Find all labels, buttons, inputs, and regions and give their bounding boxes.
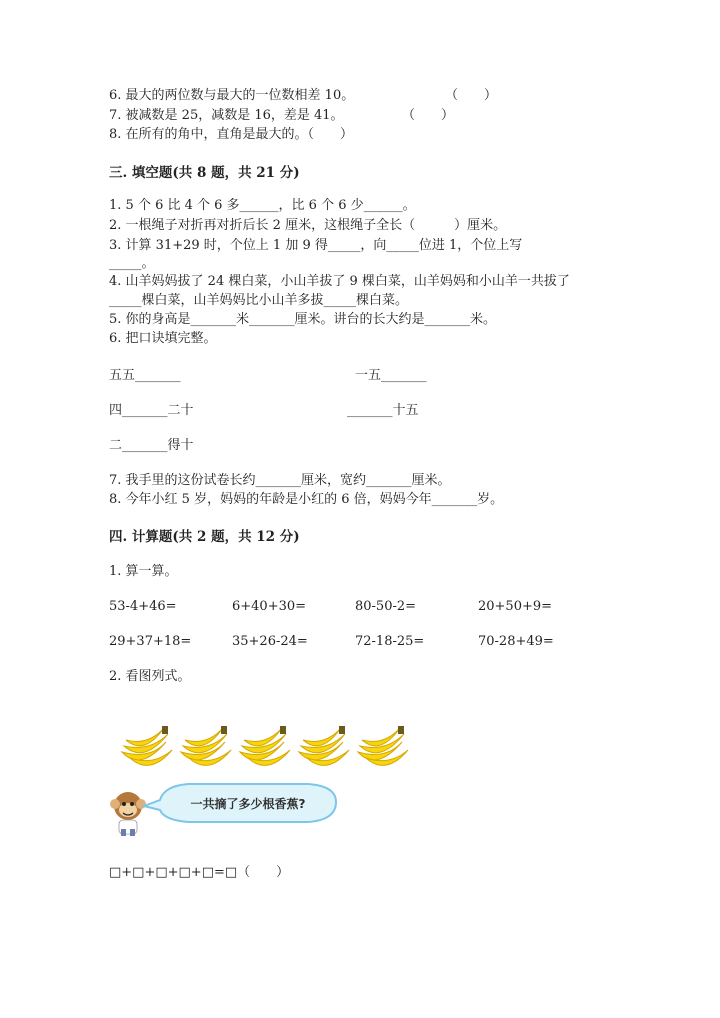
calc-r2-c1: 29+37+18= [109,634,192,649]
mnemonic-2b: _______十五 [347,403,419,418]
mnemonic-3a: 二_______得十 [109,438,194,453]
monkey-icon [110,792,146,836]
fill-item-3: 3. 计算 31+29 时，个位上 1 加 9 得_____，向_____位进 1，个位上写 [109,238,523,253]
fill-item-4: 4. 山羊妈妈拔了 24 棵白菜，小山羊拔了 9 棵白菜，山羊妈妈和小山羊一共拔了 [109,274,570,289]
judge-paren-6[interactable]: （ ） [445,88,498,103]
calc-r1-c4: 20+50+9= [478,599,553,614]
banana-bunch-icon [240,726,290,765]
judge-item-6: 6. 最大的两位数与最大的一位数相差 10。 [109,88,355,103]
fill-item-1: 1. 5 个 6 比 4 个 6 多______，比 6 个 6 少______。 [109,198,416,213]
fill-item-8: 8. 今年小红 5 岁，妈妈的年龄是小红的 6 倍，妈妈今年_______岁。 [109,492,504,507]
section3-title: 三. 填空题(共 8 题，共 21 分) [109,165,300,181]
judge-item-7: 7. 被减数是 25，减数是 16，差是 41。 [109,108,344,123]
calc-r2-c4: 70-28+49= [478,634,554,649]
judge-item-8: 8. 在所有的角中，直角是最大的。（ ） [109,127,354,142]
mnemonic-1b: 一五_______ [355,368,427,383]
calc-r2-c2: 35+26-24= [232,634,308,649]
mnemonic-2a: 四_______二十 [109,403,194,418]
banana-bunch-icon [181,726,231,765]
banana-figure [108,716,418,838]
fill-item-5: 5. 你的身高是_______米_______厘米。讲台的长大约是_______米。 [109,312,497,327]
banana-bunch-icon [358,726,408,765]
calc-r2-c3: 72-18-25= [355,634,425,649]
fill-item-6: 6. 把口诀填完整。 [109,331,217,346]
calc-q1-label: 1. 算一算。 [109,564,178,579]
calc-r1-c2: 6+40+30= [232,599,307,614]
answer-line[interactable]: □+□+□+□+□=□（ ） [109,865,290,880]
fill-item-3-cont: _____。 [109,256,155,271]
bubble-text: 一共摘了多少根香蕉? [190,797,306,811]
judge-paren-7[interactable]: （ ） [402,108,455,123]
speech-bubble [144,784,336,822]
fill-item-7: 7. 我手里的这份试卷长约_______厘米，宽约_______厘米。 [109,473,451,488]
section4-title: 四. 计算题(共 2 题，共 12 分) [109,529,300,545]
mnemonic-1a: 五五_______ [109,368,181,383]
banana-bunches [122,726,408,765]
calc-q2-label: 2. 看图列式。 [109,669,191,684]
fill-item-2: 2. 一根绳子对折再对折后长 2 厘米，这根绳子全长（ ）厘米。 [109,218,507,233]
calc-r1-c3: 80-50-2= [355,599,417,614]
calc-r1-c1: 53-4+46= [109,599,177,614]
banana-bunch-icon [122,726,172,765]
banana-bunch-icon [299,726,349,765]
fill-item-4-cont: _____棵白菜，山羊妈妈比小山羊多拔_____棵白菜。 [109,293,409,308]
